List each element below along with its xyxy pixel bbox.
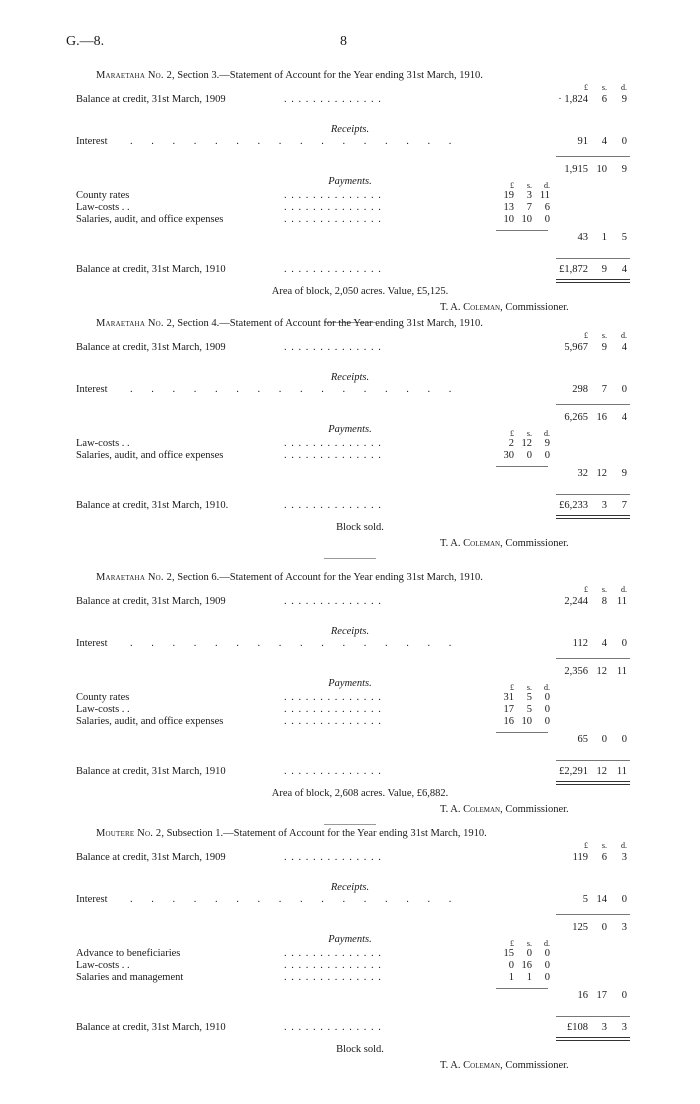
currency-header: d. xyxy=(544,181,550,190)
rule xyxy=(556,258,630,259)
rule xyxy=(556,518,630,519)
closing-balance-shillings: 12 xyxy=(596,766,607,777)
closing-balance-pence: 4 xyxy=(621,264,627,275)
payment-amount-shillings: 10 xyxy=(521,214,532,225)
statement-section xyxy=(0,318,700,558)
opening-balance-pounds: · 1,824 xyxy=(558,94,588,105)
leader-dots: . . . . . . . . . . . . . . . . xyxy=(130,638,453,649)
interest-amount-pence: 0 xyxy=(621,894,627,905)
payment-amount-pence: 0 xyxy=(544,972,550,983)
subtotal-pence: 9 xyxy=(621,164,627,175)
payment-label: Advance to beneficiaries xyxy=(76,948,181,959)
leader-dots: . . . . . . . . . . . . . . xyxy=(284,438,382,449)
leader-dots: . . . . . . . . . . . . . . xyxy=(284,972,382,983)
payment-label: Law-costs . . xyxy=(76,960,130,971)
rule xyxy=(556,781,630,782)
payment-amount-pence: 0 xyxy=(544,716,550,727)
opening-balance-pence: 11 xyxy=(616,596,627,607)
payments-total-pounds: 65 xyxy=(577,734,588,745)
opening-balance-shillings: 8 xyxy=(601,596,607,607)
section-separator xyxy=(324,558,376,559)
rule xyxy=(556,784,630,785)
subtotal-shillings: 12 xyxy=(596,666,607,677)
opening-balance-label: Balance at credit, 31st March, 1909 xyxy=(76,852,226,863)
subtotal-pence: 4 xyxy=(621,412,627,423)
closing-balance-pence: 7 xyxy=(621,500,627,511)
rule xyxy=(556,1037,630,1038)
payment-amount-pence: 0 xyxy=(544,450,550,461)
interest-label: Interest xyxy=(76,384,108,395)
payments-total-pounds: 32 xyxy=(577,468,588,479)
payment-amount-shillings: 0 xyxy=(526,450,532,461)
section-separator xyxy=(324,824,376,825)
commissioner-signature xyxy=(440,538,569,549)
leader-dots: . . . . . . . . . . . . . . xyxy=(284,704,382,715)
payments-total-pounds: 43 xyxy=(577,232,588,243)
payment-amount-shillings: 12 xyxy=(521,438,532,449)
opening-balance-shillings: 6 xyxy=(601,94,607,105)
payment-amount-pounds: 13 xyxy=(503,202,514,213)
block-note: Area of block, 2,050 acres. Value, £5,125. xyxy=(271,286,449,297)
payment-label: Salaries, audit, and office expenses xyxy=(76,450,224,461)
leader-dots: . . . . . . . . . . . . . . xyxy=(284,766,382,777)
commissioner-title: , Commissioner. xyxy=(500,1060,569,1071)
closing-balance-pounds: £2,291 xyxy=(559,766,588,777)
rule xyxy=(556,494,630,495)
block-note: Block sold. xyxy=(336,1044,384,1055)
payment-amount-shillings: 0 xyxy=(526,948,532,959)
payment-amount-pounds: 1 xyxy=(508,972,514,983)
opening-balance-shillings: 6 xyxy=(601,852,607,863)
payment-amount-shillings: 10 xyxy=(521,716,532,727)
interest-amount-pence: 0 xyxy=(621,384,627,395)
commissioner-signature xyxy=(440,302,569,313)
currency-header: £ xyxy=(510,181,514,190)
payments-heading: Payments. xyxy=(328,678,372,689)
leader-dots: . . . . . . . . . . . . . . xyxy=(284,264,382,275)
payment-amount-shillings: 5 xyxy=(526,704,532,715)
leader-dots: . . . . . . . . . . . . . . xyxy=(284,852,382,863)
interest-label: Interest xyxy=(76,894,108,905)
payments-total-shillings: 1 xyxy=(601,232,607,243)
commissioner-signature xyxy=(440,804,569,815)
commissioner-name: Coleman xyxy=(463,302,501,313)
opening-balance-pence: 9 xyxy=(621,94,627,105)
receipts-heading: Receipts. xyxy=(330,372,370,383)
currency-header: s. xyxy=(601,83,607,92)
currency-header: s. xyxy=(526,429,532,438)
payment-amount-pence: 9 xyxy=(544,438,550,449)
payment-label: County rates xyxy=(76,190,130,201)
currency-header: s. xyxy=(601,585,607,594)
interest-amount-shillings: 4 xyxy=(601,136,607,147)
closing-balance-pounds: £1,872 xyxy=(559,264,588,275)
commissioner-name: Coleman xyxy=(463,804,501,815)
payments-total-shillings: 12 xyxy=(596,468,607,479)
payment-amount-pounds: 15 xyxy=(503,948,514,959)
leader-dots: . . . . . . . . . . . . . . xyxy=(284,716,382,727)
payments-heading: Payments. xyxy=(328,176,372,187)
subtotal-pounds: 1,915 xyxy=(564,164,588,175)
interest-amount-pounds: 5 xyxy=(582,894,588,905)
statement-title-rest: , Section 3.—Statement of Account for the Year ending 31st March, 1910. xyxy=(172,70,483,81)
interest-label: Interest xyxy=(76,638,108,649)
leader-dots: . . . . . . . . . . . . . . xyxy=(284,960,382,971)
closing-balance-label: Balance at credit, 31st March, 1910 xyxy=(76,766,226,777)
closing-balance-shillings: 9 xyxy=(601,264,607,275)
closing-balance-label: Balance at credit, 31st March, 1910 xyxy=(76,264,226,275)
opening-balance-pounds: 5,967 xyxy=(564,342,588,353)
currency-header: d. xyxy=(621,331,627,340)
statement-block-name: Maraetaha No. 2 xyxy=(96,572,173,583)
statement-title-rest: , Section 4.—Statement of Account for the Year ending 31st March, 1910. xyxy=(172,318,483,329)
payment-label: Salaries and management xyxy=(76,972,184,983)
opening-balance-label: Balance at credit, 31st March, 1909 xyxy=(76,342,226,353)
interest-amount-pounds: 91 xyxy=(577,136,588,147)
rule xyxy=(556,282,630,283)
rule xyxy=(496,466,548,467)
currency-header: £ xyxy=(584,83,588,92)
interest-amount-shillings: 14 xyxy=(596,894,607,905)
leader-dots: . . . . . . . . . . . . . . xyxy=(284,1022,382,1033)
page-number: 8 xyxy=(340,34,347,49)
closing-balance-pence: 11 xyxy=(616,766,627,777)
payments-total-pounds: 16 xyxy=(577,990,588,1001)
opening-balance-label: Balance at credit, 31st March, 1909 xyxy=(76,596,226,607)
statement-block-name: Maraetaha No. 2 xyxy=(96,70,173,81)
rule xyxy=(556,279,630,280)
payment-label: Law-costs . . xyxy=(76,704,130,715)
closing-balance-pounds: £108 xyxy=(567,1022,588,1033)
payments-total-pence: 0 xyxy=(621,990,627,1001)
currency-header: d. xyxy=(544,429,550,438)
leader-dots: . . . . . . . . . . . . . . xyxy=(284,948,382,959)
currency-header: £ xyxy=(510,429,514,438)
leader-dots: . . . . . . . . . . . . . . xyxy=(284,500,382,511)
currency-header: d. xyxy=(544,939,550,948)
payments-total-pence: 5 xyxy=(621,232,627,243)
currency-header: £ xyxy=(510,939,514,948)
payment-amount-shillings: 7 xyxy=(526,202,532,213)
statement-title xyxy=(96,828,487,840)
commissioner-signature xyxy=(440,1060,569,1071)
payments-heading: Payments. xyxy=(328,934,372,945)
closing-balance-pounds: £6,233 xyxy=(559,500,588,511)
statement-section xyxy=(0,572,700,815)
closing-balance-shillings: 3 xyxy=(601,1022,607,1033)
commissioner-title: , Commissioner. xyxy=(500,302,569,313)
payment-amount-shillings: 1 xyxy=(526,972,532,983)
commissioner-name: Coleman xyxy=(463,538,501,549)
payment-label: Law-costs . . xyxy=(76,202,130,213)
rule xyxy=(556,515,630,516)
receipts-heading: Receipts. xyxy=(330,124,370,135)
leader-dots: . . . . . . . . . . . . . . xyxy=(284,190,382,201)
rule xyxy=(556,914,630,915)
leader-dots: . . . . . . . . . . . . . . xyxy=(284,342,382,353)
currency-header: s. xyxy=(526,181,532,190)
rule xyxy=(556,1016,630,1017)
currency-header: s. xyxy=(526,683,532,692)
payment-amount-shillings: 3 xyxy=(526,190,532,201)
opening-balance-pounds: 2,244 xyxy=(564,596,588,607)
interest-amount-shillings: 4 xyxy=(601,638,607,649)
payment-amount-shillings: 5 xyxy=(526,692,532,703)
currency-header: s. xyxy=(601,331,607,340)
currency-header: d. xyxy=(621,585,627,594)
leader-dots: . . . . . . . . . . . . . . . . xyxy=(130,136,453,147)
payment-amount-shillings: 16 xyxy=(521,960,532,971)
payment-amount-pounds: 30 xyxy=(503,450,514,461)
currency-header: d. xyxy=(621,841,627,850)
payments-total-pence: 9 xyxy=(621,468,627,479)
commissioner-initials: T. A. xyxy=(440,1060,464,1071)
payment-amount-pounds: 2 xyxy=(508,438,514,449)
receipts-heading: Receipts. xyxy=(330,626,370,637)
interest-amount-pounds: 298 xyxy=(572,384,588,395)
payments-total-shillings: 17 xyxy=(596,990,607,1001)
subtotal-shillings: 16 xyxy=(596,412,607,423)
commissioner-initials: T. A. xyxy=(440,804,464,815)
payment-amount-pence: 11 xyxy=(539,190,550,201)
leader-dots: . . . . . . . . . . . . . . xyxy=(284,94,382,105)
statement-section xyxy=(0,70,700,313)
payment-amount-pounds: 31 xyxy=(503,692,514,703)
currency-header: s. xyxy=(526,939,532,948)
rule xyxy=(556,1040,630,1041)
closing-balance-label: Balance at credit, 31st March, 1910. xyxy=(76,500,229,511)
commissioner-name: Coleman xyxy=(463,1060,501,1071)
statement-section xyxy=(0,828,700,1071)
opening-balance-pence: 3 xyxy=(621,852,627,863)
currency-header: d. xyxy=(621,83,627,92)
opening-balance-pence: 4 xyxy=(621,342,627,353)
payment-label: Salaries, audit, and office expenses xyxy=(76,716,224,727)
subtotal-shillings: 10 xyxy=(596,164,607,175)
payment-amount-pounds: 0 xyxy=(508,960,514,971)
subtotal-shillings: 0 xyxy=(601,922,607,933)
receipts-heading: Receipts. xyxy=(330,882,370,893)
payment-amount-pounds: 16 xyxy=(503,716,514,727)
rule xyxy=(556,658,630,659)
opening-balance-label: Balance at credit, 31st March, 1909 xyxy=(76,94,226,105)
subtotal-pence: 11 xyxy=(616,666,627,677)
interest-amount-shillings: 7 xyxy=(601,384,607,395)
currency-header: £ xyxy=(584,841,588,850)
leader-dots: . . . . . . . . . . . . . . xyxy=(284,596,382,607)
opening-balance-shillings: 9 xyxy=(601,342,607,353)
currency-header: £ xyxy=(510,683,514,692)
statement-title-rest: , Section 6.—Statement of Account for the Year ending 31st March, 1910. xyxy=(172,572,483,583)
statement-block-name: Maraetaha No. 2 xyxy=(96,318,173,329)
statement-title xyxy=(96,318,483,330)
currency-header: £ xyxy=(584,585,588,594)
leader-dots: . . . . . . . . . . . . . . xyxy=(284,202,382,213)
subtotal-pounds: 2,356 xyxy=(564,666,588,677)
subtotal-pounds: 6,265 xyxy=(564,412,588,423)
payment-amount-pounds: 19 xyxy=(503,190,514,201)
payment-label: County rates xyxy=(76,692,130,703)
payments-heading: Payments. xyxy=(328,424,372,435)
payment-amount-pence: 0 xyxy=(544,692,550,703)
subtotal-pence: 3 xyxy=(621,922,627,933)
leader-dots: . . . . . . . . . . . . . . xyxy=(284,692,382,703)
payment-amount-pence: 0 xyxy=(544,948,550,959)
commissioner-initials: T. A. xyxy=(440,538,464,549)
payment-amount-pounds: 10 xyxy=(503,214,514,225)
leader-dots: . . . . . . . . . . . . . . xyxy=(284,214,382,225)
opening-balance-pounds: 119 xyxy=(572,852,588,863)
payment-amount-pence: 0 xyxy=(544,214,550,225)
payment-amount-pence: 6 xyxy=(544,202,550,213)
currency-header: s. xyxy=(601,841,607,850)
payment-amount-pounds: 17 xyxy=(503,704,514,715)
commissioner-initials: T. A. xyxy=(440,302,464,313)
leader-dots: . . . . . . . . . . . . . . . . xyxy=(130,384,453,395)
interest-label: Interest xyxy=(76,136,108,147)
commissioner-title: , Commissioner. xyxy=(500,538,569,549)
statement-title xyxy=(96,572,483,584)
payment-amount-pence: 0 xyxy=(544,960,550,971)
interest-amount-pence: 0 xyxy=(621,638,627,649)
leader-dots: . . . . . . . . . . . . . . . . xyxy=(130,894,453,905)
statement-block-name: Moutere No. 2 xyxy=(96,828,162,839)
statement-title-rest: , Subsection 1.—Statement of Account for the Year ending 31st March, 1910. xyxy=(161,828,487,839)
commissioner-title: , Commissioner. xyxy=(500,804,569,815)
page-code: G.—8. xyxy=(66,34,105,49)
rule xyxy=(496,988,548,989)
statement-title xyxy=(96,70,483,82)
rule xyxy=(496,230,548,231)
subtotal-pounds: 125 xyxy=(572,922,588,933)
currency-header: £ xyxy=(584,331,588,340)
payment-label: Salaries, audit, and office expenses xyxy=(76,214,224,225)
payments-total-pence: 0 xyxy=(621,734,627,745)
payment-label: Law-costs . . xyxy=(76,438,130,449)
currency-header: d. xyxy=(544,683,550,692)
closing-balance-pence: 3 xyxy=(621,1022,627,1033)
block-note: Block sold. xyxy=(336,522,384,533)
rule xyxy=(496,732,548,733)
rule xyxy=(556,404,630,405)
interest-amount-pounds: 112 xyxy=(572,638,588,649)
rule xyxy=(556,760,630,761)
closing-balance-shillings: 3 xyxy=(601,500,607,511)
leader-dots: . . . . . . . . . . . . . . xyxy=(284,450,382,461)
payments-total-shillings: 0 xyxy=(601,734,607,745)
rule xyxy=(556,156,630,157)
block-note: Area of block, 2,608 acres. Value, £6,882. xyxy=(271,788,449,799)
interest-amount-pence: 0 xyxy=(621,136,627,147)
payment-amount-pence: 0 xyxy=(544,704,550,715)
closing-balance-label: Balance at credit, 31st March, 1910 xyxy=(76,1022,226,1033)
